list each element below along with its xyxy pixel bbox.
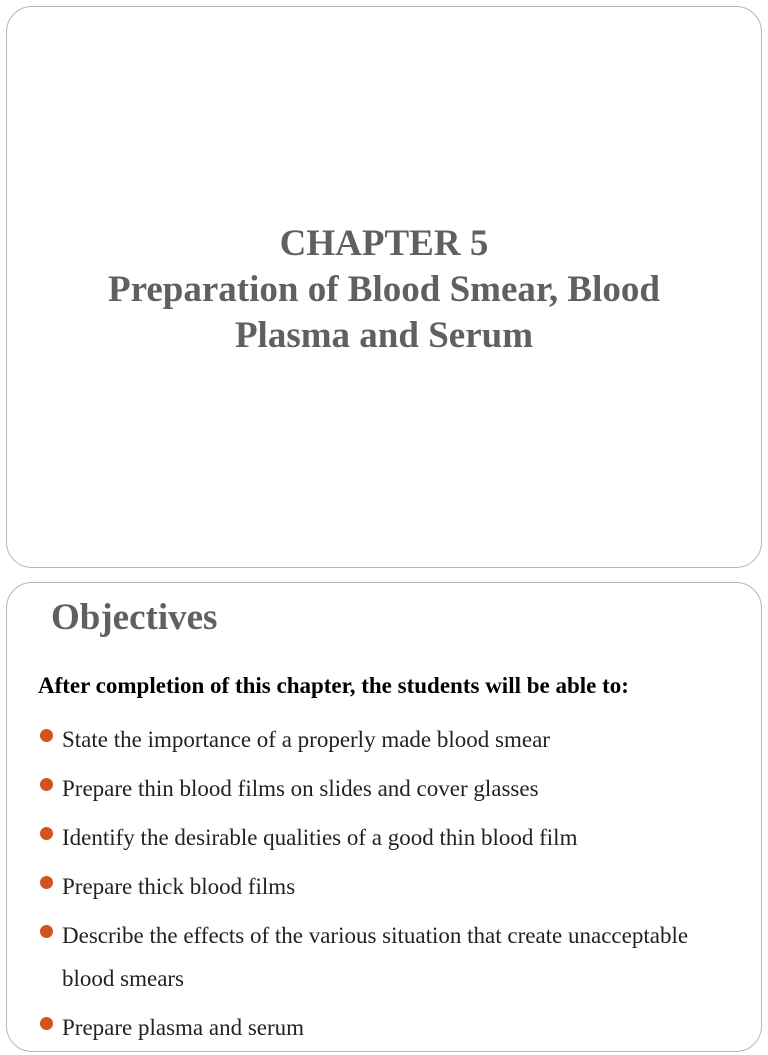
bullet-dot-icon (40, 925, 53, 938)
objective-item (38, 718, 702, 761)
objective-text: Identify the desirable qualities of a good thin blood film (62, 825, 578, 850)
objective-text: Describe the effects of the various situation that create unacceptable blood smears (62, 923, 689, 991)
objectives-heading: Objectives (51, 597, 218, 638)
title-slide (6, 6, 762, 568)
chapter-title-line-1: Preparation of Blood Smear, Blood (108, 269, 660, 310)
bullet-dot-icon (40, 827, 53, 840)
objective-item (38, 914, 702, 1000)
objective-item (38, 1006, 702, 1049)
objective-text: Prepare thin blood films on slides and cover glasses (62, 776, 539, 801)
chapter-title-line-2: Plasma and Serum (234, 315, 534, 356)
objectives-list (38, 718, 702, 1055)
objective-text: Prepare thick blood films (62, 874, 296, 899)
objective-item (38, 816, 702, 859)
chapter-number: CHAPTER 5 (279, 223, 489, 264)
bullet-dot-icon (40, 729, 53, 742)
bullet-dot-icon (40, 778, 53, 791)
objective-text: Prepare plasma and serum (62, 1015, 305, 1040)
bullet-dot-icon (40, 1017, 53, 1030)
objective-text: State the importance of a properly made blood smear (62, 727, 550, 752)
objective-item (38, 767, 702, 810)
objective-item (38, 865, 702, 908)
chapter-title (7, 221, 761, 359)
objectives-intro: After completion of this chapter, the students will be able to: (38, 673, 629, 698)
bullet-dot-icon (40, 876, 53, 889)
objectives-slide (6, 582, 762, 1052)
